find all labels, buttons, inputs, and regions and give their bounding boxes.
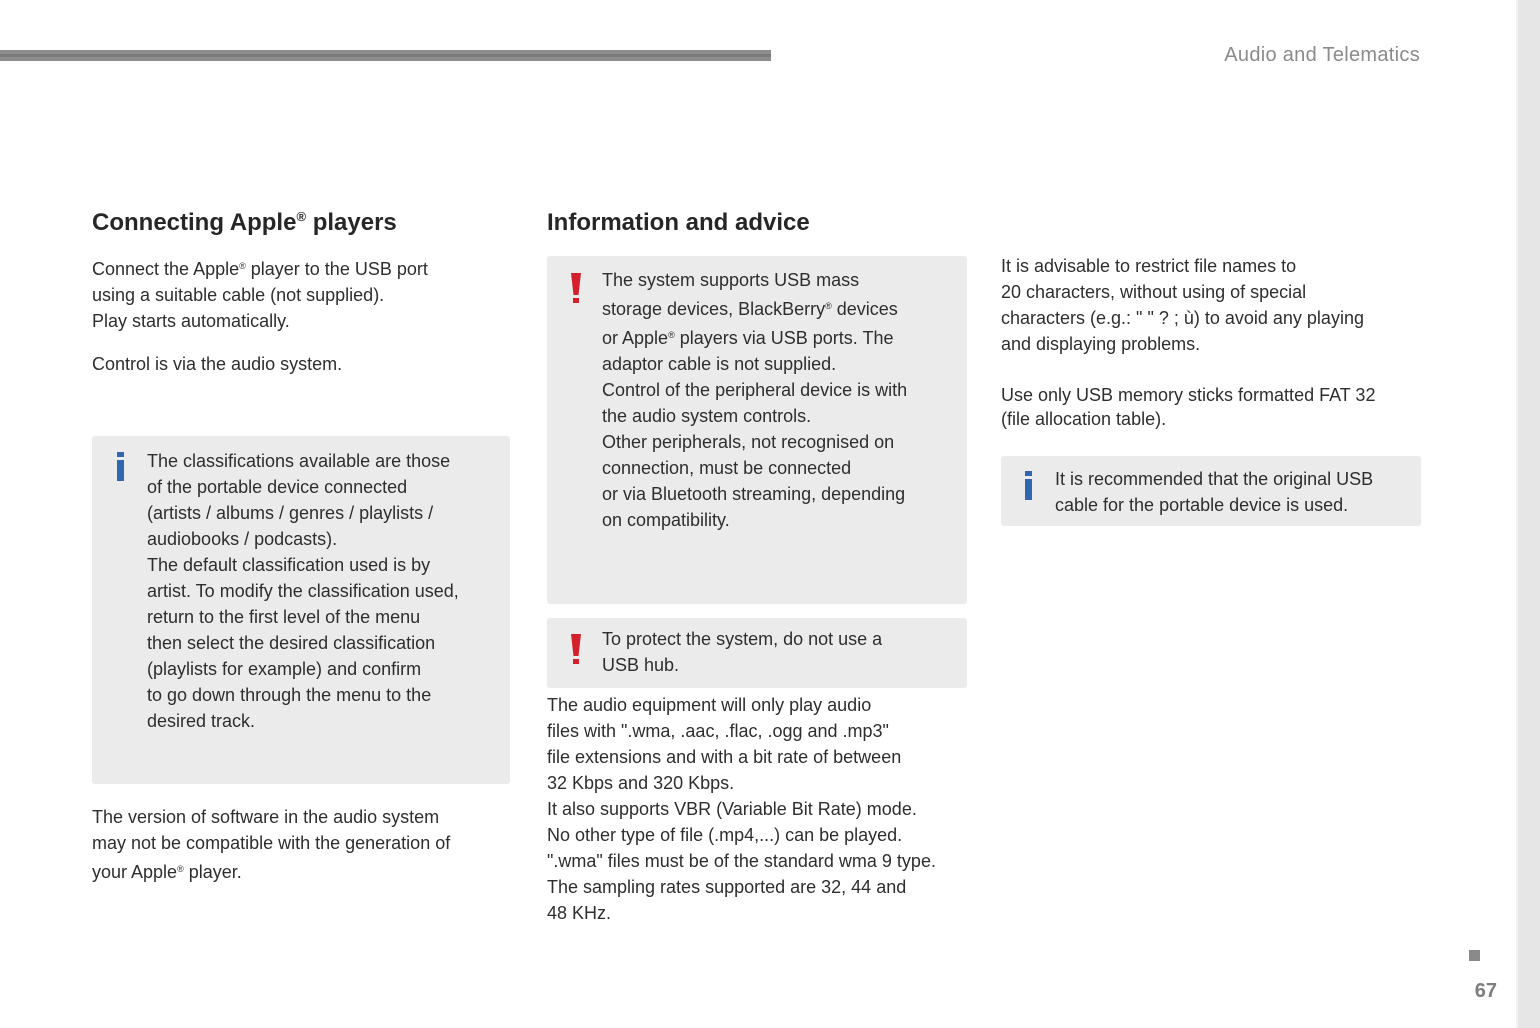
page-edge-strip [1518, 0, 1540, 1028]
text-line: Other peripherals, not recognised on [602, 432, 895, 452]
page-marker [1469, 950, 1480, 961]
text-line: The default classification used is by [147, 555, 431, 575]
classification-info-box [92, 436, 510, 784]
text-line: ".wma" files must be of the standard wma 9 type. [547, 851, 936, 871]
usb-cable-info-text [1055, 466, 1415, 518]
text-line: artist. To modify the classification used, [147, 581, 459, 601]
usb-support-warning-box [547, 256, 967, 604]
text-line: The system supports USB mass [602, 270, 860, 290]
supported-formats-text [547, 692, 972, 926]
text-line: 20 characters, without using of special [1001, 282, 1307, 302]
connect-apple-intro [92, 253, 512, 334]
text-line: Control of the peripheral device is with [602, 380, 908, 400]
usb-hub-warning-text [602, 626, 962, 678]
heading-connecting-apple: Connecting Apple® players [92, 209, 397, 236]
header-bar [0, 50, 771, 61]
usb-hub-warning-box [547, 618, 967, 688]
text-line: cable for the portable device is used. [1055, 495, 1349, 515]
warning-icon [570, 273, 582, 305]
text-line: It is recommended that the original USB [1055, 469, 1374, 489]
classification-info-text [147, 448, 502, 734]
info-icon [116, 452, 125, 482]
text-line: desired track. [147, 711, 256, 731]
text-line: (playlists for example) and confirm [147, 659, 422, 679]
text-line: No other type of file (.mp4,...) can be played. [547, 825, 903, 845]
text-line: characters (e.g.: " " ? ; ù) to avoid any playing [1001, 308, 1364, 328]
text-line: then select the desired classification [147, 633, 436, 653]
text-line: using a suitable cable (not supplied). [92, 285, 385, 305]
usb-support-warning-text [602, 267, 962, 533]
text-line: Play starts automatically. [92, 311, 290, 331]
text-line: The version of software in the audio system [92, 807, 440, 827]
text-line: (artists / albums / genres / playlists / [147, 503, 434, 523]
text-line: The classifications available are those [147, 451, 451, 471]
text-line: Use only USB memory sticks formatted FAT 32 [1001, 385, 1376, 405]
page-number: 67 [1474, 980, 1497, 1002]
warning-icon [570, 634, 582, 666]
text-line: adaptor cable is not supplied. [602, 354, 837, 374]
text-line: Connect the Apple® player to the USB port [92, 259, 428, 279]
usb-format-advice [1001, 383, 1431, 431]
text-line: file extensions and with a bit rate of between [547, 747, 902, 767]
text-line: may not be compatible with the generation of [92, 833, 451, 853]
text-line: USB hub. [602, 655, 680, 675]
usb-cable-info-box [1001, 456, 1421, 526]
section-title: Audio and Telematics [1224, 44, 1420, 66]
text-line: return to the first level of the menu [147, 607, 421, 627]
text-line: To protect the system, do not use a [602, 629, 883, 649]
text-line: the audio system controls. [602, 406, 812, 426]
text-line: 32 Kbps and 320 Kbps. [547, 773, 735, 793]
version-compatibility-note [92, 804, 512, 885]
info-icon [1024, 471, 1033, 501]
text-line: The audio equipment will only play audio [547, 695, 872, 715]
heading-information-advice: Information and advice [547, 209, 810, 236]
filename-advice [1001, 253, 1431, 357]
text-line: It is advisable to restrict file names to [1001, 256, 1297, 276]
control-note [92, 351, 512, 377]
text-line: The sampling rates supported are 32, 44 and [547, 877, 907, 897]
text-line: of the portable device connected [147, 477, 408, 497]
text-line: connection, must be connected [602, 458, 852, 478]
text-line: storage devices, BlackBerry® devices [602, 299, 898, 319]
text-line: or via Bluetooth streaming, depending [602, 484, 906, 504]
text-line: Control is via the audio system. [92, 354, 343, 374]
text-line: and displaying problems. [1001, 334, 1201, 354]
text-line: or Apple® players via USB ports. The [602, 328, 894, 348]
text-line: 48 KHz. [547, 903, 612, 923]
text-line: It also supports VBR (Variable Bit Rate) mode. [547, 799, 917, 819]
text-line: audiobooks / podcasts). [147, 529, 338, 549]
text-line: files with ".wma, .aac, .flac, .ogg and .mp3" [547, 721, 889, 741]
text-line: your Apple® player. [92, 862, 242, 882]
text-line: to go down through the menu to the [147, 685, 432, 705]
text-line: (file allocation table). [1001, 409, 1167, 429]
text-line: on compatibility. [602, 510, 730, 530]
